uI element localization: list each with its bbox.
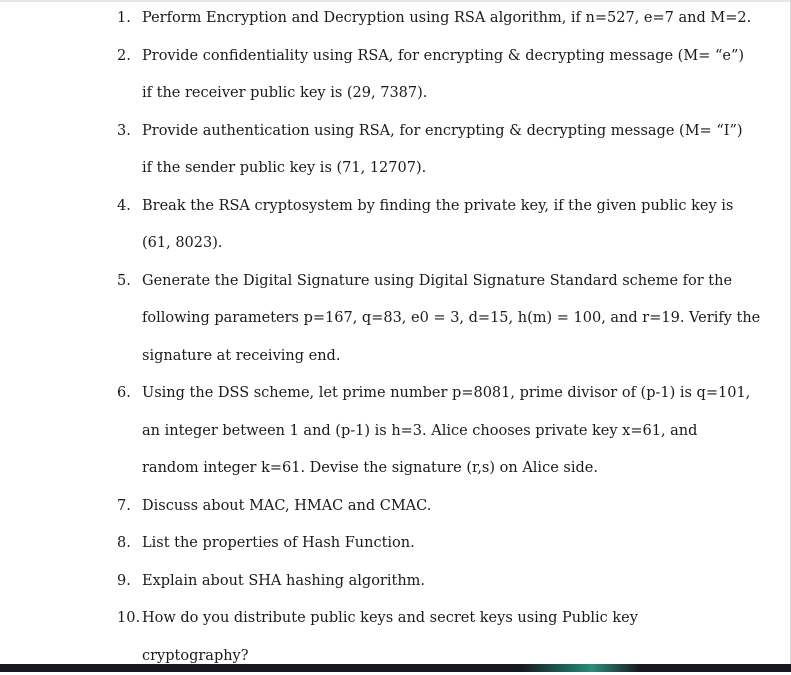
question-item-1 bbox=[117, 0, 777, 38]
question-item-6 bbox=[117, 375, 777, 488]
question-text: How do you distribute public keys and secret keys using Public key cryptography? bbox=[142, 610, 638, 664]
question-item-2 bbox=[117, 38, 777, 113]
question-text: Explain about SHA hashing algorithm. bbox=[142, 572, 426, 589]
question-number: 2. bbox=[117, 47, 131, 64]
question-number: 5. bbox=[117, 272, 131, 289]
question-number: 6. bbox=[117, 385, 131, 401]
question-number: 1. bbox=[117, 10, 131, 26]
question-number: 9. bbox=[117, 572, 131, 589]
question-text: Discuss about MAC, HMAC and CMAC. bbox=[142, 497, 432, 514]
question-text: Provide authentication using RSA, for encrypting & decrypting message (M= “I”) if the sender public key is (71, 12707). bbox=[142, 122, 743, 176]
question-text: Perform Encryption and Decryption using RSA algorithm, if n=527, e=7 and M=2. bbox=[142, 10, 752, 26]
bottom-dark-bar bbox=[0, 664, 791, 672]
question-text: Break the RSA cryptosystem by finding the private key, if the given public key is (61, 8023). bbox=[142, 197, 734, 251]
question-number: 8. bbox=[117, 535, 131, 551]
bottom-accent-glow bbox=[520, 664, 640, 672]
question-list bbox=[117, 0, 777, 675]
question-text: Provide confidentiality using RSA, for encrypting & decrypting message (M= “e”) if the receiver public key is (29, 7387). bbox=[142, 47, 745, 101]
question-text: Generate the Digital Signature using Digital Signature Standard scheme for the following parameters p=167, q=83, e0 = 3, d=15, h(m) = 100, and r=19. Verify the signature at receiving end. bbox=[142, 272, 761, 364]
question-text: List the properties of Hash Function. bbox=[142, 535, 415, 551]
question-text: Using the DSS scheme, let prime number p=8081, prime divisor of (p-1) is q=101, an integer between 1 and (p-1) is h=3. Alice chooses private key x=61, and random integer k=61. Devise the signature (r,s) on Alice side. bbox=[142, 385, 751, 476]
question-item-4 bbox=[117, 188, 777, 263]
question-item-8 bbox=[117, 525, 777, 563]
question-number: 7. bbox=[117, 497, 131, 514]
question-number: 10. bbox=[117, 610, 141, 626]
question-number: 3. bbox=[117, 122, 131, 139]
question-item-7 bbox=[117, 488, 777, 526]
question-item-5 bbox=[117, 263, 777, 376]
question-number: 4. bbox=[117, 197, 131, 214]
question-item-9 bbox=[117, 563, 777, 601]
question-item-3 bbox=[117, 113, 777, 188]
